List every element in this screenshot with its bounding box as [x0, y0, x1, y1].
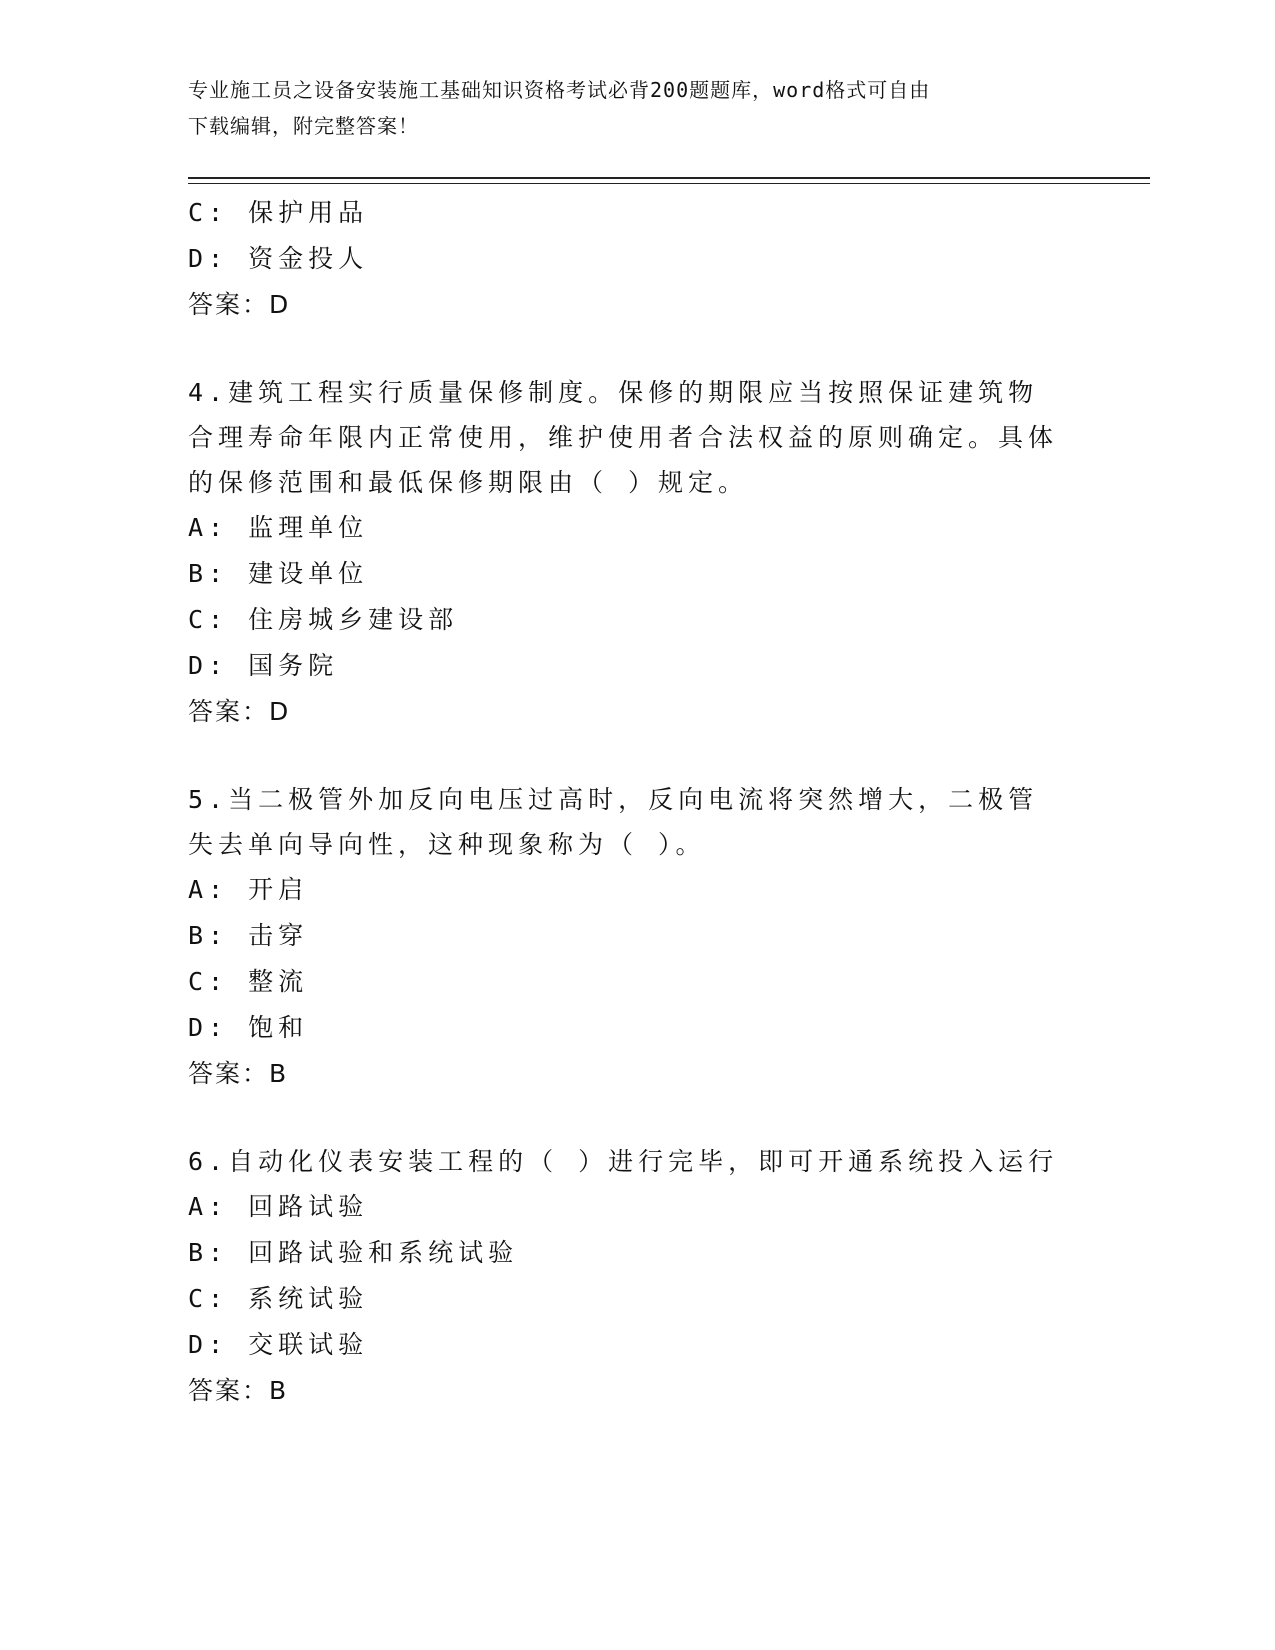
- question-4-option-b: B: 建设单位: [188, 559, 369, 588]
- question-4-answer: 答案：D: [188, 697, 291, 726]
- question-5-option-a: A: 开启: [188, 875, 309, 904]
- question-6: [188, 1139, 1068, 1414]
- document-header: [188, 72, 1068, 144]
- question-6-answer: 答案：B: [188, 1376, 289, 1405]
- question-5-option-b: B: 击穿: [188, 921, 309, 950]
- header-title-line-2: 下载编辑，附完整答案！: [188, 114, 419, 138]
- question-3-option-c: C: 保护用品: [188, 198, 369, 227]
- question-5-option-c: C: 整流: [188, 967, 309, 996]
- question-3-option-d: D: 资金投人: [188, 244, 369, 273]
- question-3-tail: [188, 190, 1068, 328]
- question-4-option-d: D: 国务院: [188, 651, 339, 680]
- question-6-option-b: B: 回路试验和系统试验: [188, 1238, 519, 1267]
- header-divider: [188, 177, 1150, 184]
- question-4-option-c: C: 住房城乡建设部: [188, 605, 459, 634]
- question-6-option-c: C: 系统试验: [188, 1284, 369, 1313]
- question-5-text: 5.当二极管外加反向电压过高时，反向电流将突然增大，二极管失去单向导向性，这种现象称为（ ）。: [188, 785, 1039, 859]
- question-list: [188, 190, 1068, 1456]
- question-6-option-a: A: 回路试验: [188, 1192, 369, 1221]
- question-3-answer: 答案：D: [188, 290, 291, 319]
- question-5: [188, 777, 1068, 1097]
- question-4-option-a: A: 监理单位: [188, 513, 369, 542]
- question-4: [188, 370, 1068, 735]
- header-title-line-1: 专业施工员之设备安装施工基础知识资格考试必背200题题库，word格式可自由: [188, 78, 931, 102]
- question-6-option-d: D: 交联试验: [188, 1330, 369, 1359]
- question-6-text: 6.自动化仪表安装工程的（ ）进行完毕，即可开通系统投入运行: [188, 1147, 1059, 1176]
- question-5-answer: 答案：B: [188, 1059, 289, 1088]
- question-4-text: 4.建筑工程实行质量保修制度。保修的期限应当按照保证建筑物合理寿命年限内正常使用，维护使用者合法权益的原则确定。具体的保修范围和最低保修期限由（ ）规定。: [188, 378, 1059, 497]
- question-5-option-d: D: 饱和: [188, 1013, 309, 1042]
